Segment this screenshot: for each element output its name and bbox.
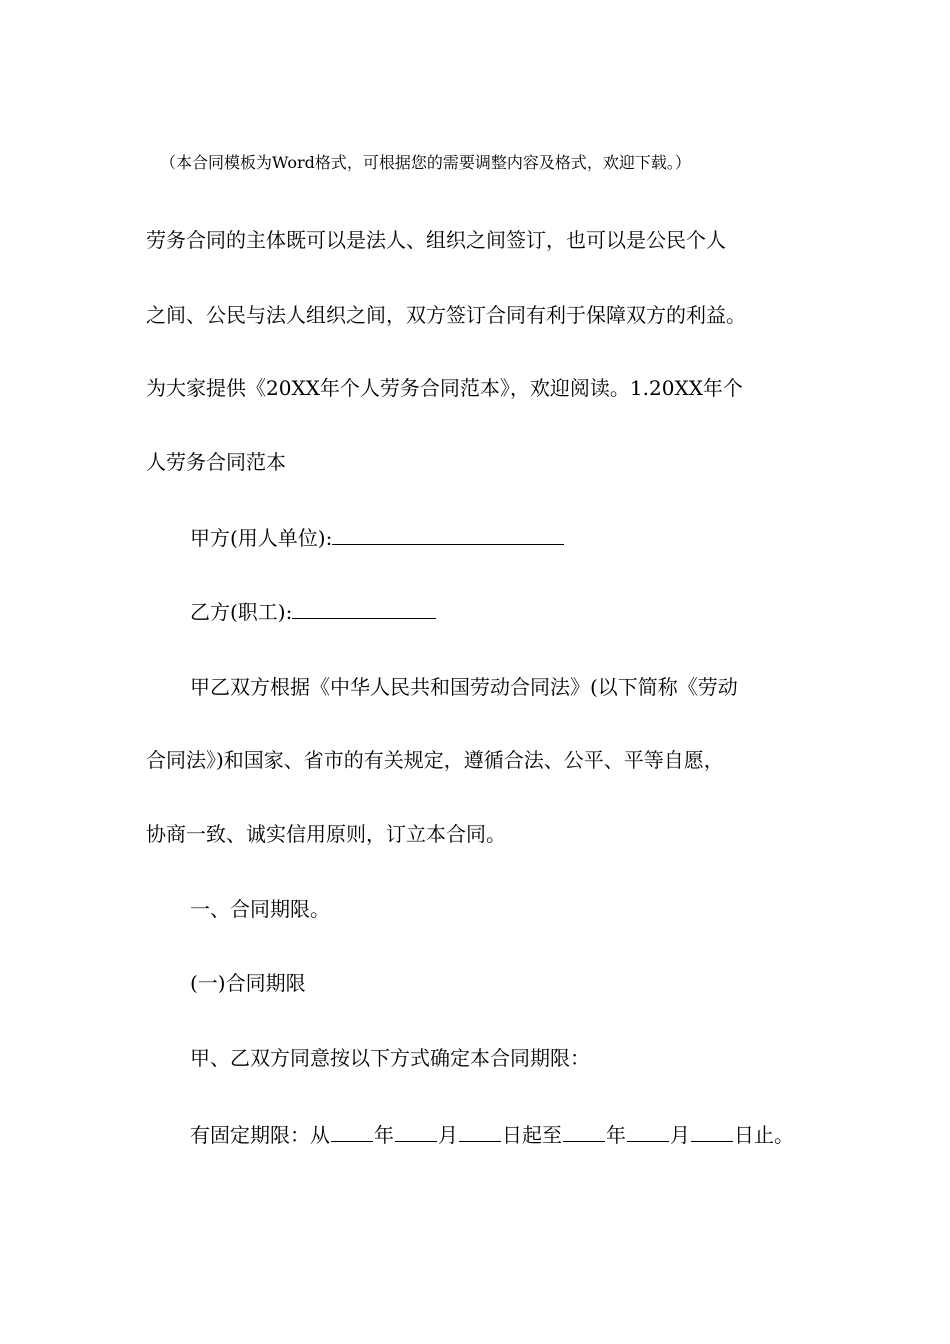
section-1-title: 一、合同期限。	[190, 897, 330, 921]
template-note: （本合同模板为Word格式，可根据您的需要调整内容及格式，欢迎下载。）	[160, 153, 691, 172]
party-a-row	[190, 522, 564, 553]
end-year-blank[interactable]	[563, 1119, 605, 1142]
end-day-label: 日止。	[734, 1123, 794, 1147]
start-month-blank[interactable]	[395, 1119, 437, 1142]
intro-line-4: 人劳务合同范本	[146, 450, 286, 474]
basis-line-3: 协商一致、诚实信用原则，订立本合同。	[146, 822, 506, 846]
intro-line-3: 为大家提供《20XX年个人劳务合同范本》，欢迎阅读。1.20XX年个	[146, 376, 743, 400]
basis-line-1: 甲乙双方根据《中华人民共和国劳动合同法》(以下简称《劳动	[190, 675, 738, 699]
party-b-blank[interactable]	[292, 596, 436, 619]
start-day-label: 日起至	[502, 1123, 562, 1147]
start-month-label: 月	[438, 1123, 458, 1147]
fixed-term-prefix: 有固定期限：从	[190, 1123, 330, 1147]
party-a-label: 甲方(用人单位):	[190, 526, 333, 550]
party-a-blank[interactable]	[332, 522, 564, 545]
end-month-blank[interactable]	[627, 1119, 669, 1142]
start-year-label: 年	[374, 1123, 394, 1147]
subsection-1-title: (一)合同期限	[190, 971, 306, 995]
end-day-blank[interactable]	[691, 1119, 733, 1142]
party-b-row	[190, 596, 436, 627]
party-b-label: 乙方(职工):	[190, 600, 293, 624]
start-day-blank[interactable]	[459, 1119, 501, 1142]
start-year-blank[interactable]	[331, 1119, 373, 1142]
fixed-term-row	[190, 1119, 794, 1150]
end-month-label: 月	[670, 1123, 690, 1147]
basis-line-2: 合同法》)和国家、省市的有关规定，遵循合法、公平、平等自愿，	[146, 748, 724, 772]
intro-line-2: 之间、公民与法人组织之间，双方签订合同有利于保障双方的利益。	[146, 303, 746, 327]
agree-line: 甲、乙双方同意按以下方式确定本合同期限：	[190, 1046, 590, 1070]
intro-line-1: 劳务合同的主体既可以是法人、组织之间签订，也可以是公民个人	[146, 228, 726, 252]
end-year-label: 年	[606, 1123, 626, 1147]
